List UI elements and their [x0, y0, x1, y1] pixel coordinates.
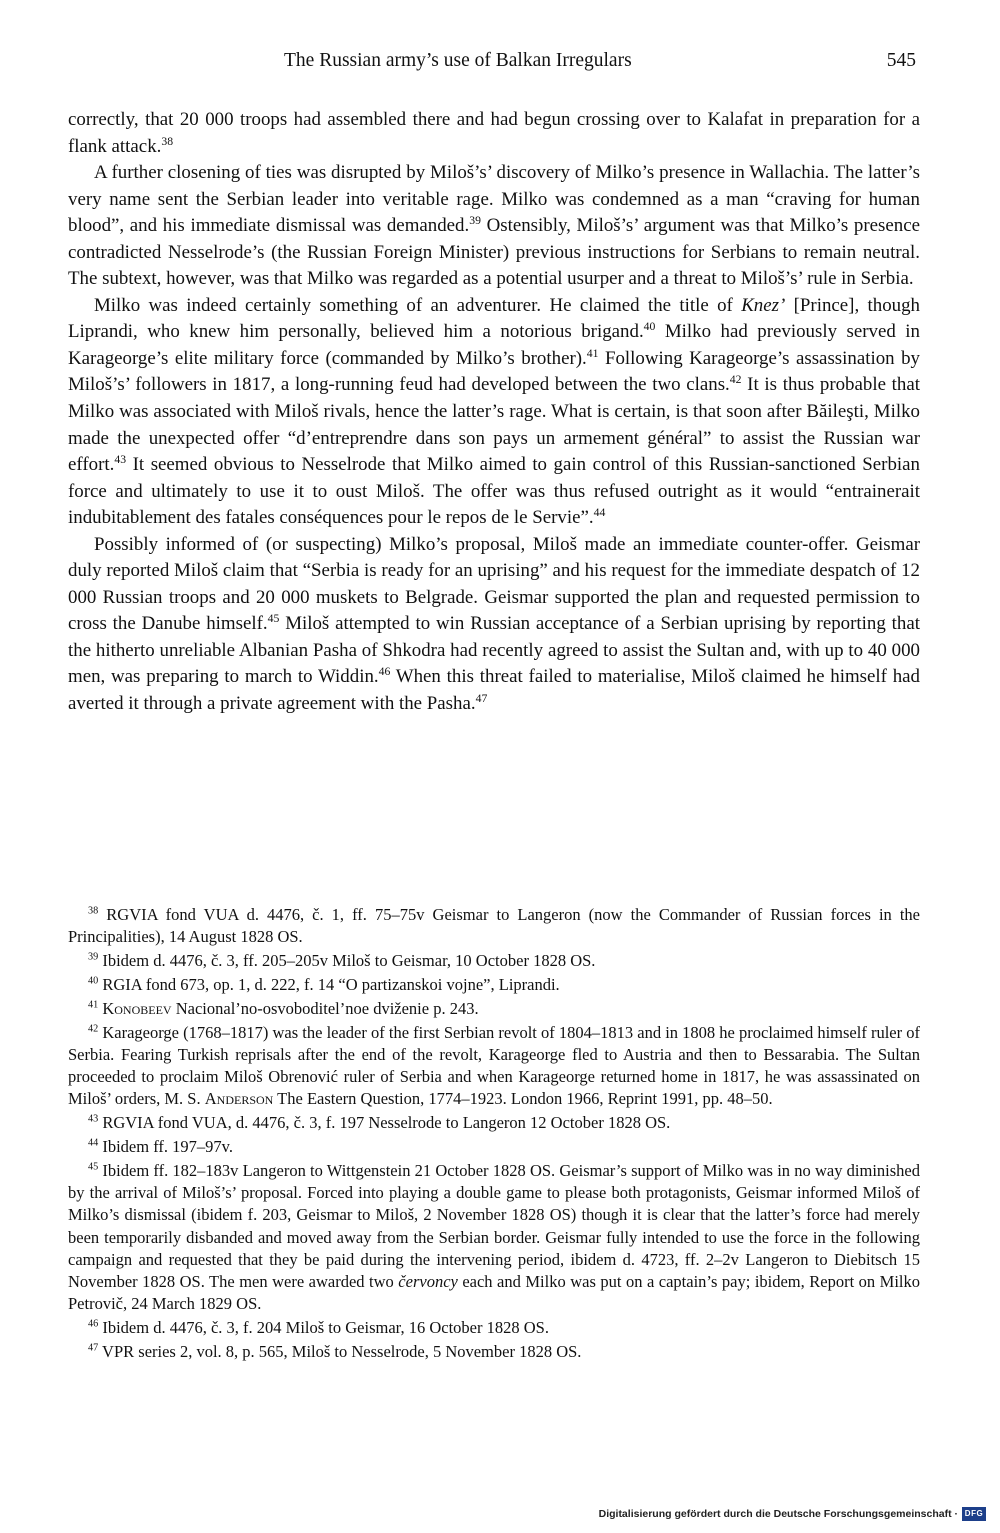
footnote-45: $^{45}$ Ibidem ff. 182–183v Langeron to Wittgenstein 21 October 1828 OS. Geismar’s support of Milko was in no way diminished by the arrival of Miloš’s’ proposal. Forced into playing a double game to please both protagonists, Geismar informed Miloš of Milko’s dismissal (ibidem f. 203, Geismar to Miloš, 2 November 1828 OS) though it is clear that the latter’s force had merely been temporarily disbanded and moved away from the Serbian border. Geismar fully intended to use the force in the following campaign and requested that they be paid during the intervening period, ibidem d. 4723, ff. 2–2v Langeron to Diebitsch 15 November 1828 OS. The men were awarded two červoncy each and Milko was put on a captain’s pay; ibidem, Report on Milko Petrovič, 24 March 1829 OS.	[68, 1160, 921, 1314]
footnote-ref-42[interactable]: 42	[729, 373, 742, 387]
paragraph-4: Possibly informed of (or suspecting) Milko’s proposal, Miloš made an immediate counter-offer. Geismar duly reported Miloš claim that “Serbia is ready for an uprising” and his request for the immediate despatch of 12 000 Russian troops and 20 000 muskets to Belgrade. Geismar supported the plan and requested permission to cross the Danube himself.$^{45}$ Miloš attempted to win Russian acceptance of a Serbian uprising by reporting that the hitherto unreliable Albanian Pasha of Shkodra had recently agreed to assist the Sultan and, with up to 40 000 men, was preparing to march to Widdin.$^{46}$ When this threat failed to materialise, Miloš claimed he himself had averted it through a private agreement with the Pasha.$^{47}$	[68, 533, 920, 715]
paragraph-3: Milko was indeed certainly something of an adventurer. He claimed the title of Knez’ [Prince], though Liprandi, who knew him personally, believed him a notorious brigand.$^{40}$ Milko had previously served in Karageorge’s elite military force (commanded by Milko’s brother).$^{41}$ Following Karageorge’s assassination by Miloš’s’ followers in 1817, a long-running feud had developed between the two clans.$^{42}$ It is thus probable that Milko was associated with Miloš rivals, hence the latter’s rage. What is certain, is that soon after Băileşti, Milko made the unexpected offer “d’entreprendre dans son pays un armement général” to assist the Russian war effort.$^{43}$ It seemed obvious to Nesselrode that Milko aimed to gain control of this Russian-sanctioned Serbian force and ultimately to use it to oust Miloš. The offer was thus refused outright as it would “entrainerait indubitablement des fatales conséquences pour le repos de le Servie”.$^{44}$	[68, 294, 921, 529]
running-title: The Russian army’s use of Balkan Irregulars	[284, 50, 632, 71]
footnote-ref-43[interactable]: 43	[114, 452, 127, 466]
cervoncy-term: červoncy	[398, 1272, 458, 1292]
footnote-46: $^{46}$ Ibidem d. 4476, č. 3, f. 204 Miloš to Geismar, 16 October 1828 OS.	[88, 1318, 549, 1338]
footnote-ref-40[interactable]: 40	[643, 320, 656, 334]
running-head	[68, 50, 920, 78]
footnote-ref-47[interactable]: 47	[475, 691, 488, 705]
paragraph-1: correctly, that 20 000 troops had assembled there and had begun crossing over to Kalafat in preparation for a flank attack.$^{38}$	[68, 109, 920, 157]
footnote-ref-44[interactable]: 44	[593, 505, 606, 519]
footnote-41: $^{41}$ Konobeev Nacional’no-osvoboditel’noe dviženie p. 243.	[88, 998, 479, 1018]
footnote-42: $^{42}$ Karageorge (1768–1817) was the leader of the first Serbian revolt of 1804–1813 and in 1808 he proclaimed himself ruler of Serbia. Fearing Turkish reprisals after the end of the revolt, Karageorge fled to Austria and then to Bessarabia. The Sultan proceeded to proclaim Miloš Obrenović ruler of Serbia and when Karageorge returned home in 1817, he was assassinated on Miloš’ orders, M. S. Anderson The Eastern Question, 1774–1923. London 1966, Reprint 1991, pp. 48–50.	[68, 1022, 920, 1109]
footnote-ref-39[interactable]: 39	[469, 213, 481, 227]
footnote-ref-38[interactable]: 38	[161, 134, 174, 148]
footnote-44: $^{44}$ Ibidem ff. 197–97v.	[88, 1137, 233, 1157]
footnote-43: $^{43}$ RGVIA fond VUA, d. 4476, č. 3, f. 197 Nesselrode to Langeron 12 October 1828 OS.	[88, 1113, 671, 1133]
knez-term: Knez’	[741, 294, 786, 316]
credit-text: Digitalisierung gefördert durch die Deutsche Forschungsgemeinschaft ·	[598, 1508, 958, 1520]
author-name: Konobeev	[102, 998, 172, 1018]
footnote-ref-41[interactable]: 41	[586, 346, 599, 360]
footnote-40: $^{40}$ RGIA fond 673, op. 1, d. 222, f. 14 “O partizanskoi vojne”, Liprandi.	[88, 974, 560, 994]
page-number: 545	[886, 50, 916, 71]
dfg-logo-icon: DFG	[962, 1507, 986, 1521]
footnotes	[68, 904, 920, 1365]
footnote-39: $^{39}$ Ibidem d. 4476, č. 3, ff. 205–205v Miloš to Geismar, 10 October 1828 OS.	[88, 951, 596, 971]
footnote-47: $^{47}$ VPR series 2, vol. 8, p. 565, Miloš to Nesselrode, 5 November 1828 OS.	[88, 1342, 582, 1362]
body-text	[68, 107, 920, 718]
digitization-credit	[599, 1505, 986, 1523]
author-name: Anderson	[204, 1089, 274, 1109]
footnote-ref-46[interactable]: 46	[378, 665, 391, 679]
paragraph-2: A further closening of ties was disrupted by Miloš’s’ discovery of Milko’s presence in Wallachia. The latter’s very name sent the Serbian leader into veritable rage. Milko was condemned as a man “craving for human blood”, and his immediate dismissal was demanded.$^{39}$ Ostensibly, Miloš’s’ argument was that Milko’s presence contradicted Nesselrode’s (the Russian Foreign Minister) previous instructions for Serbians to remain neutral. The subtext, however, was that Milko was regarded as a potential usurper and a threat to Miloš’s’ rule in Serbia.	[68, 162, 921, 290]
footnote-ref-45[interactable]: 45	[267, 612, 280, 626]
footnote-38: $^{38}$ RGVIA fond VUA d. 4476, č. 1, ff. 75–75v Geismar to Langeron (now the Commander of Russian forces in the Principalities), 14 August 1828 OS.	[68, 905, 920, 947]
